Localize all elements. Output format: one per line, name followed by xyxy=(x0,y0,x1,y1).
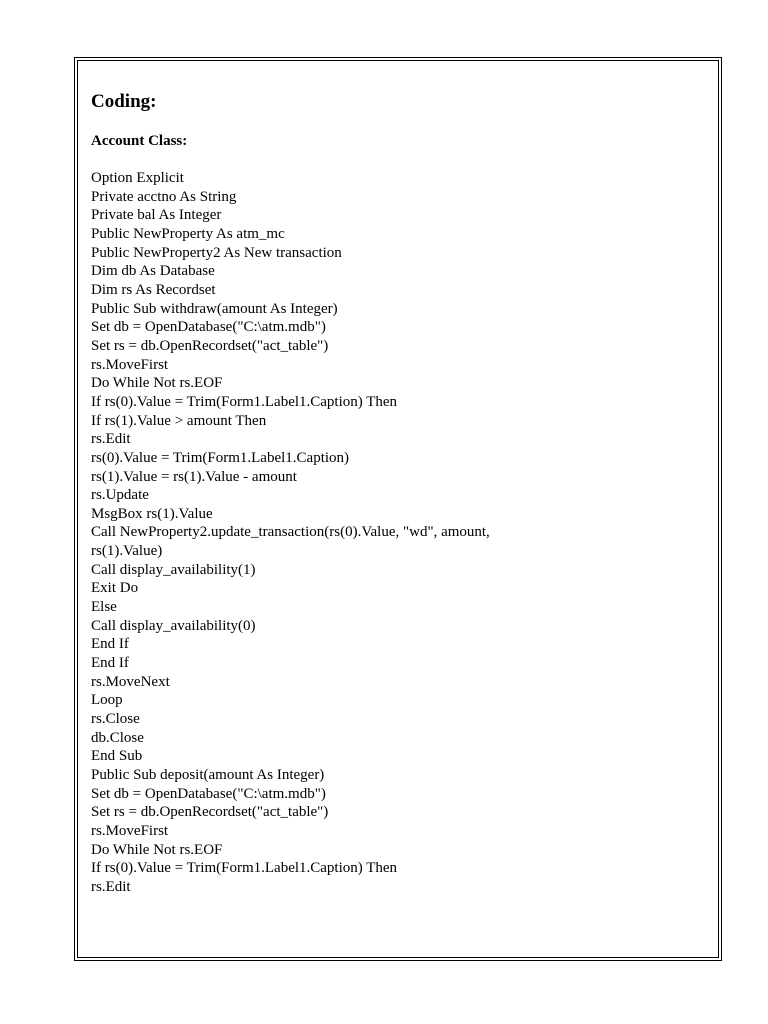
code-line: Do While Not rs.EOF xyxy=(91,375,223,392)
code-line: rs.MoveFirst xyxy=(91,356,169,373)
code-line: Call NewProperty2.update_transaction(rs(0).Value, "wd", amount, xyxy=(91,524,490,541)
code-line: Public NewProperty As atm_mc xyxy=(91,225,285,242)
code-line: Call display_availability(1) xyxy=(91,561,256,578)
code-line: MsgBox rs(1).Value xyxy=(91,505,213,522)
code-line: Dim rs As Recordset xyxy=(91,281,216,298)
code-line: Set rs = db.OpenRecordset("act_table") xyxy=(91,337,329,354)
code-line: rs(1).Value = rs(1).Value - amount xyxy=(91,468,297,485)
code-line: If rs(0).Value = Trim(Form1.Label1.Caption) Then xyxy=(91,860,398,877)
code-line: End If xyxy=(91,636,129,653)
code-line: If rs(1).Value > amount Then xyxy=(91,412,267,429)
code-line: Private bal As Integer xyxy=(91,207,222,224)
section-heading: Account Class: xyxy=(91,133,188,149)
code-line: db.Close xyxy=(91,729,144,746)
code-line: Option Explicit xyxy=(91,170,184,186)
code-line: End If xyxy=(91,655,129,672)
code-line: rs.MoveNext xyxy=(91,673,170,690)
code-line: Public Sub deposit(amount As Integer) xyxy=(91,767,325,783)
code-line: rs.Edit xyxy=(91,878,131,895)
code-line: If rs(0).Value = Trim(Form1.Label1.Caption) Then xyxy=(91,393,398,410)
code-line: rs.Update xyxy=(91,487,149,504)
code-line: Set db = OpenDatabase("C:\atm.mdb") xyxy=(91,319,326,336)
code-line: rs.MoveFirst xyxy=(91,822,169,839)
code-line: Loop xyxy=(91,692,123,709)
code-line: Public Sub withdraw(amount As Integer) xyxy=(91,300,338,317)
code-line: rs(1).Value) xyxy=(91,543,163,560)
code-line: rs.Close xyxy=(91,711,140,728)
code-line: Private acctno As String xyxy=(91,188,237,205)
page-heading: Coding: xyxy=(91,91,157,112)
code-line: Do While Not rs.EOF xyxy=(91,841,223,858)
code-line: End Sub xyxy=(91,748,143,765)
code-line: Set db = OpenDatabase("C:\atm.mdb") xyxy=(91,785,326,802)
code-line: Else xyxy=(91,599,117,616)
code-listing xyxy=(91,169,701,897)
code-line: Exit Do xyxy=(91,580,139,597)
code-line: Public NewProperty2 As New transaction xyxy=(91,244,342,261)
code-line: rs.Edit xyxy=(91,431,131,448)
code-line: rs(0).Value = Trim(Form1.Label1.Caption) xyxy=(91,449,350,466)
code-line: Set rs = db.OpenRecordset("act_table") xyxy=(91,804,329,821)
code-line: Call display_availability(0) xyxy=(91,617,256,634)
code-line: Dim db As Database xyxy=(91,263,215,280)
